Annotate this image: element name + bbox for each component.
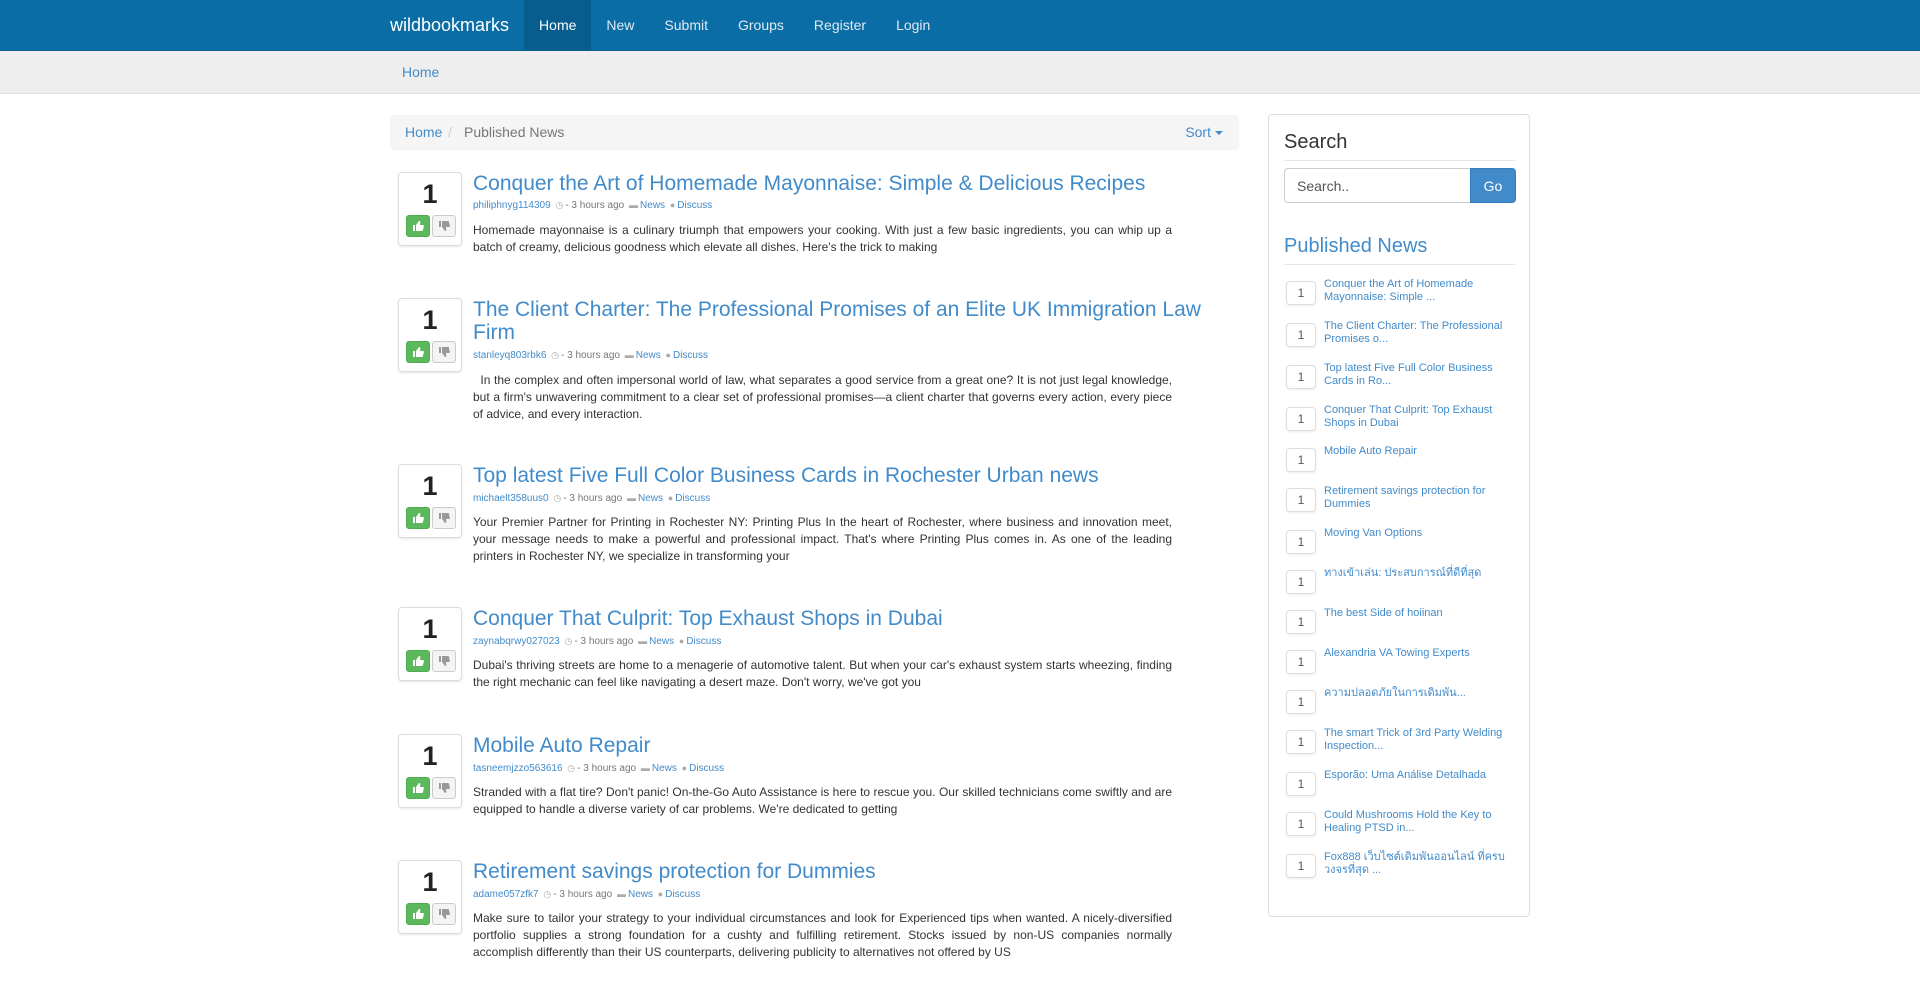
post-discuss[interactable]: Discuss [677, 200, 713, 211]
sidebar [1268, 114, 1530, 917]
sort-label: Sort [1185, 124, 1211, 140]
post-meta [473, 636, 721, 647]
folder-icon: ▬ [626, 493, 636, 503]
item-count: 1 [1286, 730, 1316, 754]
post-time: - 3 hours ago [565, 200, 625, 211]
item-link[interactable]: Conquer That Culprit: Top Exhaust Shops in Dubai [1324, 404, 1493, 429]
item-link[interactable]: Fox888 เว็บไซต์เดิมพันออนไลน์ ที่ครบวงจรที่สุด ... [1324, 851, 1505, 876]
post-body: Stranded with a flat tire? Don't panic! On-the-Go Auto Assistance is here to rescue you. Our skilled technicians come swiftly and are equipped to handle a diverse variety of car problems. We're dedicated to getting [473, 785, 1172, 816]
sort-dropdown[interactable] [1185, 124, 1223, 140]
item-count: 1 [1286, 281, 1316, 305]
thumbs-up-icon[interactable] [406, 903, 430, 925]
item-link[interactable]: The Client Charter: The Professional Promises o... [1324, 320, 1503, 345]
vote-count: 1 [422, 471, 438, 501]
post-item [398, 860, 1208, 960]
breadcrumb-current: Published News [464, 124, 565, 140]
comment-icon: ● [669, 200, 676, 210]
post-category[interactable]: News [637, 493, 663, 504]
folder-icon: ▬ [624, 350, 634, 360]
post-category[interactable]: News [640, 200, 666, 211]
item-link[interactable]: Mobile Auto Repair [1324, 445, 1417, 457]
item-count: 1 [1286, 854, 1316, 878]
search-input[interactable] [1284, 168, 1471, 203]
post-meta [473, 493, 710, 504]
item-count: 1 [1286, 690, 1316, 714]
post-category[interactable]: News [651, 763, 677, 774]
nav-home[interactable]: Home [524, 0, 591, 51]
post-discuss[interactable]: Discuss [665, 889, 701, 900]
post-time: - 3 hours ago [561, 350, 620, 361]
vote-box [398, 734, 462, 808]
post-body: Homemade mayonnaise is a culinary triumph that empowers your cooking. With just a few basic ingredients, you can whip up a batch of creamy, delicious goodness which elevate all dishes. Here's the trick to making [473, 223, 1172, 254]
post-author[interactable]: tasneemjzzo563616 [473, 763, 563, 774]
item-count: 1 [1286, 407, 1316, 431]
post-item [398, 734, 1208, 819]
vote-box [398, 860, 462, 934]
post-body: Your Premier Partner for Printing in Rochester NY: Printing Plus In the heart of Rochester, where business and innovation meet, your message needs to make a powerful and professional impact. That's where Printing Plus comes in. As one of the leading printers in Rochester NY, we specialize in transforming your [473, 515, 1172, 563]
published-news-heading: Published News [1284, 235, 1428, 257]
item-link[interactable]: Could Mushrooms Hold the Key to Healing PTSD in... [1324, 809, 1492, 834]
item-count: 1 [1286, 323, 1316, 347]
brand-logo[interactable]: wildbookmarks [390, 15, 510, 35]
comment-icon: ● [657, 889, 664, 899]
thumbs-down-icon[interactable] [432, 903, 456, 925]
post-title[interactable]: Top latest Five Full Color Business Cards in Rochester Urban news [473, 464, 1099, 487]
post-time: - 3 hours ago [577, 763, 637, 774]
vote-count: 1 [422, 305, 438, 335]
breadcrumb-home[interactable]: Home [405, 124, 443, 140]
post-discuss[interactable]: Discuss [672, 350, 708, 361]
clock-icon: ◷ [551, 350, 560, 360]
post-category[interactable]: News [635, 350, 661, 361]
comment-icon: ● [667, 493, 674, 503]
sub-header [0, 51, 1920, 94]
item-count: 1 [1286, 488, 1316, 512]
post-author[interactable]: michaelt358uus0 [473, 493, 549, 504]
clock-icon: ◷ [555, 200, 564, 210]
post-body: Make sure to tailor your strategy to your individual circumstances and look for Experienced tips when wanted. A nicely-diversified portfolio supplies a strong foundation for a cushty and fulfilling retirement. Stocks issued by non-US companies normally accomplish differently than their US counterparts, delivering publicity to alternatives not offered by US [473, 911, 1172, 959]
nav-groups[interactable]: Groups [738, 17, 784, 33]
caret-down-icon [1215, 131, 1223, 135]
vote-count: 1 [422, 614, 438, 644]
post-time: - 3 hours ago [563, 493, 623, 504]
folder-icon: ▬ [616, 889, 626, 899]
item-count: 1 [1286, 772, 1316, 796]
item-link[interactable]: Moving Van Options [1324, 527, 1423, 539]
nav-new[interactable]: New [606, 17, 635, 33]
vote-box [398, 607, 462, 681]
item-link[interactable]: Esporão: Uma Análise Detalhada [1324, 769, 1487, 781]
item-count: 1 [1286, 448, 1316, 472]
post-title[interactable]: Conquer That Culprit: Top Exhaust Shops in Dubai [473, 607, 943, 630]
post-author[interactable]: zaynabqrwy027023 [473, 636, 560, 647]
post-time: - 3 hours ago [574, 636, 634, 647]
post-meta [473, 763, 724, 774]
post-item [398, 607, 1208, 692]
divider [1284, 160, 1515, 161]
vote-box [398, 464, 462, 538]
post-author[interactable]: stanleyq803rbk6 [473, 350, 547, 361]
comment-icon: ● [665, 350, 671, 360]
thumbs-down-icon[interactable] [432, 341, 456, 363]
post-item [398, 464, 1208, 564]
thumbs-up-icon[interactable] [406, 777, 430, 799]
thumbs-up-icon[interactable] [406, 507, 430, 529]
clock-icon: ◷ [564, 636, 573, 646]
post-author[interactable]: philiphnyg114309 [473, 200, 551, 211]
breadcrumb [390, 115, 1239, 150]
post-item [398, 172, 1208, 252]
post-category[interactable]: News [649, 636, 675, 647]
thumbs-up-icon[interactable] [406, 215, 430, 237]
folder-icon: ▬ [638, 636, 648, 646]
post-meta [473, 200, 712, 211]
item-count: 1 [1286, 610, 1316, 634]
item-link[interactable]: Top latest Five Full Color Business Cards in Ro... [1324, 362, 1493, 387]
search-heading: Search [1284, 131, 1348, 153]
item-link[interactable]: The best Side of hoiinan [1324, 607, 1443, 619]
vote-count: 1 [422, 741, 438, 771]
thumbs-up-icon[interactable] [406, 650, 430, 672]
nav-login[interactable]: Login [896, 17, 931, 33]
clock-icon: ◷ [567, 763, 576, 773]
vote-box [398, 298, 462, 372]
post-time: - 3 hours ago [553, 889, 613, 900]
post-category[interactable]: News [627, 889, 653, 900]
item-count: 1 [1286, 570, 1316, 594]
item-link[interactable]: Conquer the Art of Homemade Mayonnaise: Simple ... [1324, 278, 1474, 303]
post-title[interactable]: Conquer the Art of Homemade Mayonnaise: Simple & Delicious Recipes [473, 172, 1146, 195]
comment-icon: ● [681, 763, 688, 773]
item-count: 1 [1286, 650, 1316, 674]
divider [1284, 264, 1515, 265]
item-link[interactable]: Alexandria VA Towing Experts [1324, 647, 1470, 659]
post-discuss[interactable]: Discuss [675, 493, 711, 504]
vote-box [398, 172, 462, 246]
top-navbar [0, 0, 1920, 51]
post-title[interactable]: Mobile Auto Repair [473, 734, 651, 757]
post-item [398, 298, 1208, 421]
clock-icon: ◷ [543, 889, 552, 899]
post-title[interactable]: Retirement savings protection for Dummies [473, 860, 876, 883]
thumbs-down-icon[interactable] [432, 650, 456, 672]
item-link[interactable]: The smart Trick of 3rd Party Welding Inspection... [1324, 727, 1503, 752]
post-title[interactable]: The Client Charter: The Professional Promises of an Elite UK Immigration Law Firm [473, 298, 1201, 344]
post-discuss[interactable]: Discuss [686, 636, 722, 647]
post-meta [473, 350, 708, 361]
folder-icon: ▬ [640, 763, 650, 773]
post-discuss[interactable]: Discuss [689, 763, 725, 774]
item-count: 1 [1286, 365, 1316, 389]
breadcrumb-separator: / [448, 124, 452, 140]
folder-icon: ▬ [629, 200, 639, 210]
clock-icon: ◷ [553, 493, 562, 503]
item-count: 1 [1286, 812, 1316, 836]
post-author[interactable]: adame057zfk7 [473, 889, 539, 900]
post-meta [473, 889, 700, 900]
nav-register[interactable]: Register [813, 17, 867, 33]
thumbs-down-icon[interactable] [432, 777, 456, 799]
thumbs-down-icon[interactable] [432, 215, 456, 237]
post-body: Dubai's thriving streets are home to a menagerie of automotive talent. But when your car's exhaust system starts wheezing, finding the right mechanic can feel like navigating a desert maze. Don't worry, we've got you [473, 658, 1172, 689]
item-link[interactable]: ความปลอดภัยในการเดิมพัน... [1324, 687, 1466, 699]
comment-icon: ● [678, 636, 685, 646]
item-link[interactable]: Retirement savings protection for Dummies [1324, 485, 1486, 510]
item-count: 1 [1286, 530, 1316, 554]
vote-count: 1 [422, 867, 438, 897]
subbar-home-link[interactable]: Home [402, 64, 440, 80]
thumbs-down-icon[interactable] [432, 507, 456, 529]
vote-count: 1 [422, 179, 438, 209]
search-go-button[interactable]: Go [1470, 168, 1516, 203]
nav-submit[interactable]: Submit [664, 17, 708, 33]
item-link[interactable]: ทางเข้าเล่น: ประสบการณ์ที่ดีที่สุด [1324, 567, 1482, 579]
post-body: In the complex and often impersonal world of law, what separates a good service from a great one? It is not just legal knowledge, but a firm's unwavering commitment to a clear set of professional promises—a client charter that governs every action, every piece of advice, and every interaction. [473, 373, 1176, 421]
thumbs-up-icon[interactable] [406, 341, 430, 363]
